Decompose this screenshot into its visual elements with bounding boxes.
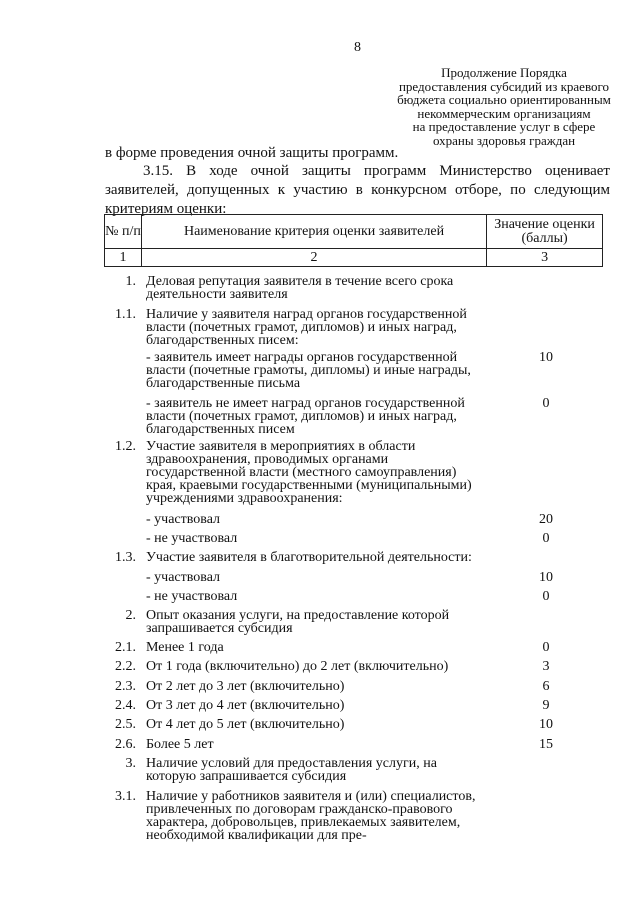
row-value: 10 — [539, 717, 553, 732]
header-note-line: охраны здоровья граждан — [432, 132, 576, 148]
row-text: - заявитель имеет награды органов государственной власти (почетные грамоты, дипломы) и иные награды, благодарственные письма — [146, 350, 471, 391]
header-note-line: предоставления субсидий из краевого — [398, 78, 610, 94]
row-text: - участвовал — [146, 570, 221, 585]
row-number: 1.1. — [115, 307, 136, 322]
row-number: 2.6. — [115, 737, 136, 752]
row-value: 10 — [539, 350, 553, 365]
row-number: 3. — [125, 756, 136, 771]
row-text: От 4 лет до 5 лет (включительно) — [146, 717, 345, 732]
header-cell-value: Значение оценки (баллы) — [487, 215, 603, 249]
row-value: 15 — [539, 737, 553, 752]
row-value: 0 — [542, 396, 550, 411]
row-text: - заявитель не имеет наград органов государственной власти (почетных грамот, дипломов) и иных наград, благодарственных писем — [146, 396, 465, 437]
row-value: 0 — [542, 640, 550, 655]
row-number: 1.2. — [115, 439, 136, 454]
row-value: 3 — [542, 659, 550, 674]
header-note-line: Продолжение Порядка — [441, 65, 567, 80]
row-value: 0 — [542, 531, 550, 546]
row-text: Наличие у заявителя наград органов государственной власти (почетных грамот, дипломов) и иных наград, благодарственных писем: — [146, 307, 467, 348]
row-value: 9 — [542, 698, 550, 713]
row-text: Участие заявителя в благотворительной деятельности: — [146, 550, 472, 565]
page-number: 8 — [354, 40, 361, 55]
row-number: 2.4. — [115, 698, 136, 713]
row-number: 2. — [125, 608, 136, 623]
row-value: 10 — [539, 570, 553, 585]
header-note-line: бюджета социально ориентированным — [397, 92, 611, 107]
row-number: 2.2. — [115, 659, 136, 674]
row-value: 0 — [542, 589, 550, 604]
column-number: 3 — [487, 249, 603, 267]
row-number: 2.5. — [115, 717, 136, 732]
column-number: 1 — [105, 249, 142, 267]
row-text: - участвовал — [146, 512, 221, 527]
row-text: Наличие условий для предоставления услуги, на которую запрашивается субсидия — [146, 756, 437, 784]
row-text: От 2 лет до 3 лет (включительно) — [146, 679, 345, 694]
row-text: Менее 1 года — [146, 640, 224, 655]
row-text: - не участвовал — [146, 589, 238, 604]
row-text: Опыт оказания услуги, на предоставление которой запрашивается субсидия — [146, 608, 450, 636]
row-value: 6 — [542, 679, 550, 694]
row-text: От 3 лет до 4 лет (включительно) — [146, 698, 345, 713]
row-number: 2.1. — [115, 640, 136, 655]
row-number: 1.3. — [115, 550, 136, 565]
row-text: Участие заявителя в мероприятиях в области здравоохранения, проводимых органами государственной власти (местного самоуправления) края, краевыми государственными (муниципальными) учреждениями здравоохранения: — [146, 439, 472, 506]
row-text: Более 5 лет — [146, 737, 214, 752]
row-text: Деловая репутация заявителя в течение всего срока деятельности заявителя — [146, 274, 454, 302]
row-number: 1. — [125, 274, 136, 289]
paragraph-1: в форме проведения очной защиты программ. — [105, 145, 399, 161]
row-text: Наличие у работников заявителя и (или) специалистов, привлеченных по договорам гражданско-правового характера, добровольцев, привлекаемых заявителем, необходимой квалификации для пре- — [146, 789, 476, 843]
row-text: - не участвовал — [146, 531, 238, 546]
row-value: 20 — [539, 512, 553, 527]
row-number: 3.1. — [115, 789, 136, 804]
header-note — [386, 66, 622, 147]
row-text: От 1 года (включительно) до 2 лет (включительно) — [146, 659, 449, 674]
header-note-line: некоммерческим организациям — [417, 105, 591, 121]
header-note-line: на предоставление услуг в сфере — [412, 119, 596, 134]
paragraph-2: 3.15. В ходе очной защиты программ Министерство оценивает заявителей, допущенных к участию в конкурсном отборе, по следующим критериям оценки: — [105, 163, 610, 217]
column-number: 2 — [141, 249, 486, 267]
header-cell-number: № п/п — [105, 215, 142, 249]
table-header-row — [105, 215, 603, 249]
header-cell-name: Наименование критерия оценки заявителей — [141, 215, 486, 249]
row-number: 2.3. — [115, 679, 136, 694]
criteria-table — [104, 214, 603, 267]
table-column-numbers-row — [105, 249, 603, 267]
